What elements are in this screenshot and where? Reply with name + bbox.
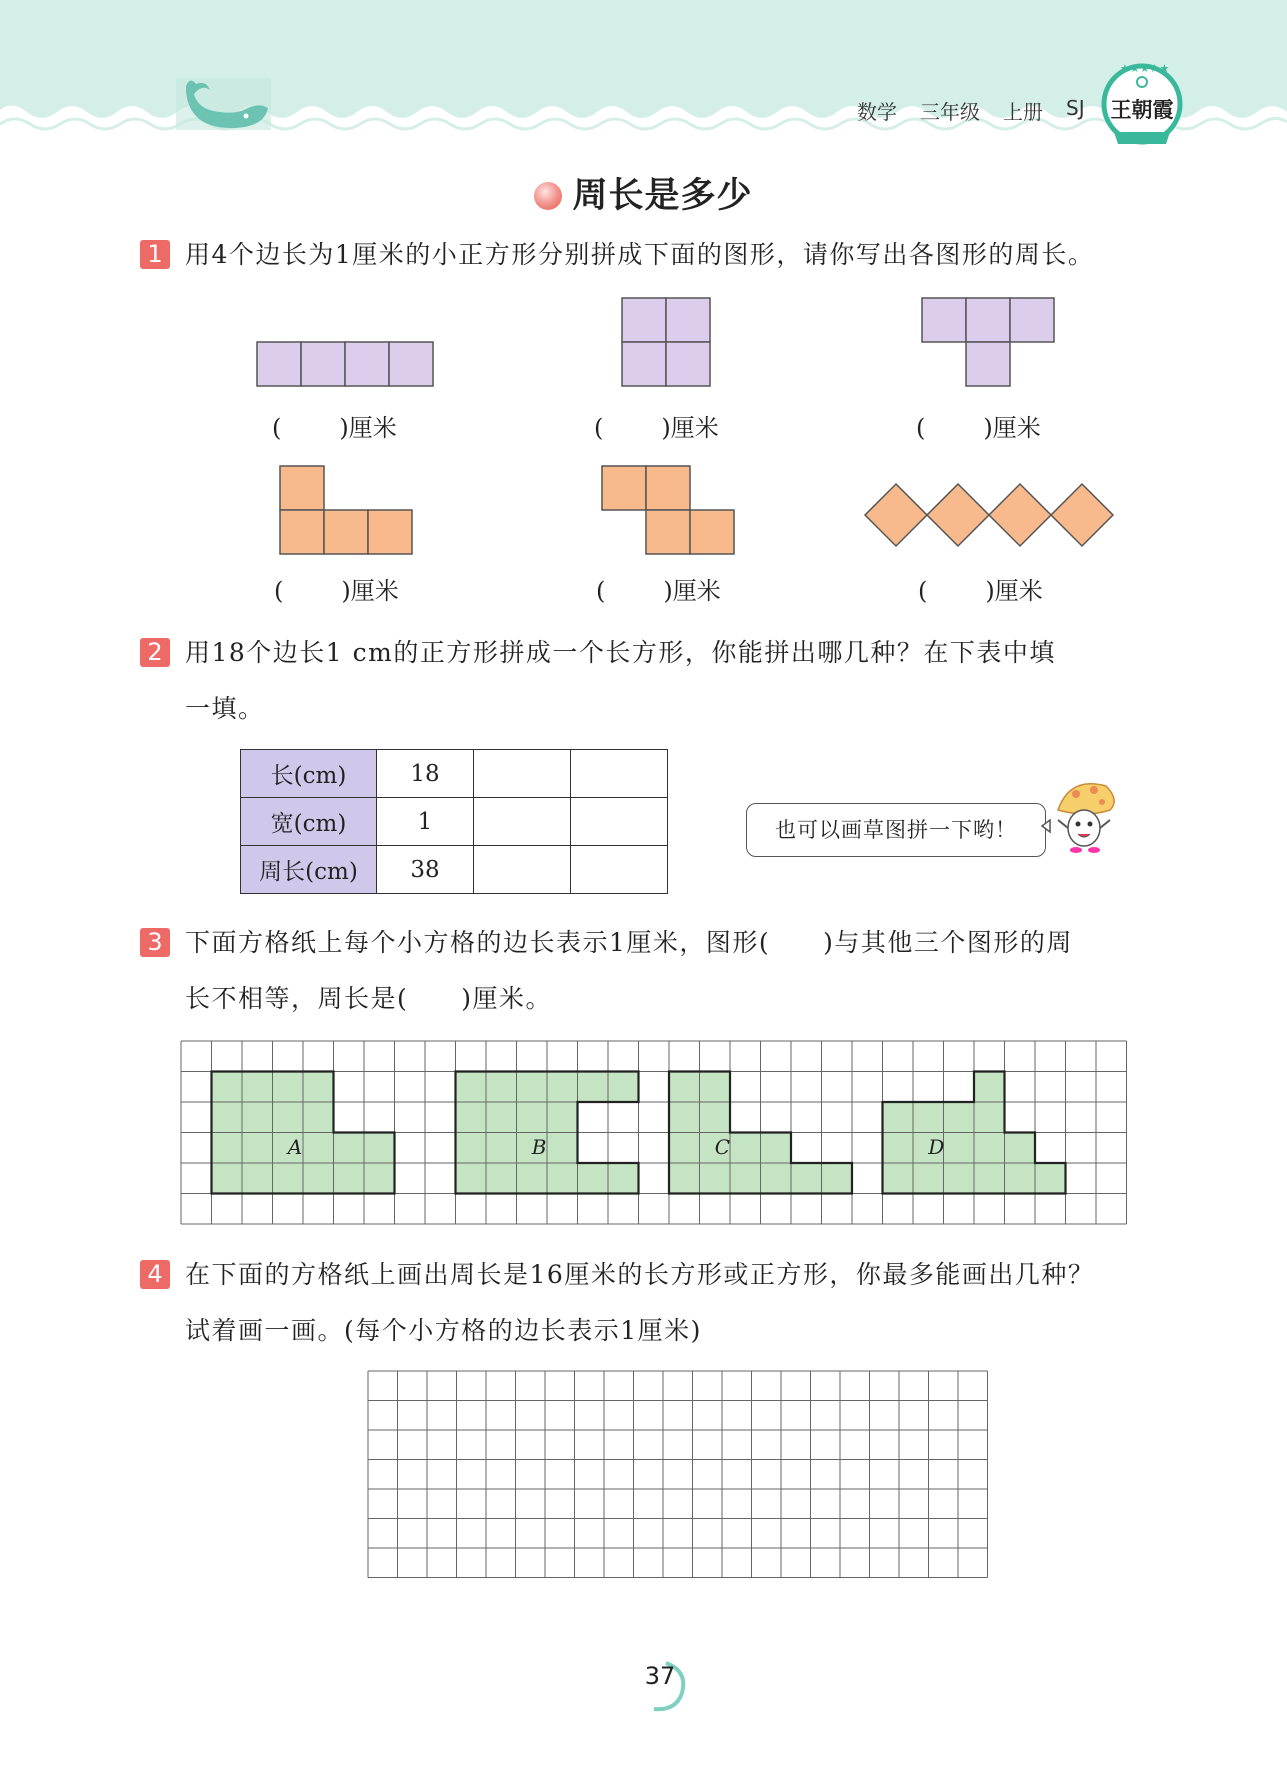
q1-figure-2 <box>622 298 710 386</box>
page-number: 37 <box>644 1662 676 1690</box>
svg-text:★★★★★: ★★★★★ <box>1120 62 1170 75</box>
table-header-length: 长(cm) <box>241 750 377 798</box>
subject-label: 数学 <box>857 100 897 124</box>
question-1-badge: 1 <box>140 240 170 269</box>
table-cell-empty[interactable] <box>571 798 668 846</box>
table-cell-empty[interactable] <box>474 846 571 894</box>
shape-label: C <box>714 1134 731 1159</box>
grade-label: 三年级 <box>920 100 980 124</box>
question-2-line-2: 一填。 <box>185 694 265 723</box>
table-cell: 1 <box>377 798 474 846</box>
grid-lines <box>368 1371 988 1578</box>
table-cell-empty[interactable] <box>571 750 668 798</box>
q1-figure-1 <box>257 342 433 386</box>
question-3-line-1: 下面方格纸上每个小方格的边长表示1厘米，图形( )与其他三个图形的周 <box>185 928 1073 957</box>
hint-bubble: 也可以画草图拼一下哟！ <box>746 803 1046 857</box>
grid-lines <box>181 1041 1127 1224</box>
table-header-perimeter: 周长(cm) <box>241 846 377 894</box>
q1-answer-2[interactable]: ( )厘米 <box>594 414 719 442</box>
table-row <box>241 846 668 894</box>
table-cell: 38 <box>377 846 474 894</box>
q1-figure-3 <box>922 298 1054 386</box>
question-4-line-1: 在下面的方格纸上画出周长是16厘米的长方形或正方形，你最多能画出几种？ <box>185 1260 1095 1289</box>
question-3-line-2: 长不相等，周长是( )厘米。 <box>185 984 553 1013</box>
table-header-width: 宽(cm) <box>241 798 377 846</box>
question-3-badge: 3 <box>140 928 170 957</box>
table-row <box>241 798 668 846</box>
q1-figure-6 <box>865 484 1113 546</box>
shape-label: A <box>287 1134 303 1159</box>
q3-grid-paper <box>180 1040 1127 1225</box>
q1-answer-5[interactable]: ( )厘米 <box>596 577 721 605</box>
question-4-badge: 4 <box>140 1260 170 1289</box>
q4-drawing-grid[interactable] <box>367 1370 990 1580</box>
shape-label: B <box>531 1134 547 1159</box>
edition-label: SJ <box>1066 96 1085 120</box>
q1-answer-3[interactable]: ( )厘米 <box>916 414 1041 442</box>
table-cell-empty[interactable] <box>571 846 668 894</box>
table-cell: 18 <box>377 750 474 798</box>
q1-answer-4[interactable]: ( )厘米 <box>274 577 399 605</box>
table-cell-empty[interactable] <box>474 798 571 846</box>
q1-figure-5 <box>602 466 734 554</box>
mushroom-mascot-icon <box>1040 776 1120 866</box>
q1-answer-1[interactable]: ( )厘米 <box>272 414 397 442</box>
page-title-text: 周长是多少 <box>572 176 753 216</box>
question-2-badge: 2 <box>140 638 170 667</box>
question-4-line-2: 试着画一画。(每个小方格的边长表示1厘米) <box>185 1316 702 1345</box>
q1-answer-6[interactable]: ( )厘米 <box>918 577 1043 605</box>
question-2-line-1: 用18个边长1 cm的正方形拼成一个长方形，你能拼出哪几种？在下表中填 <box>185 638 1056 667</box>
q2-table <box>240 749 668 894</box>
volume-label: 上册 <box>1003 100 1043 124</box>
question-1-text: 用4个边长为1厘米的小正方形分别拼成下面的图形，请你写出各图形的周长。 <box>185 240 1095 269</box>
q1-figure-4 <box>280 466 412 554</box>
shape-label: D <box>928 1134 945 1159</box>
table-row <box>241 750 668 798</box>
q1-figures <box>0 0 1287 620</box>
logo-text: 王朝霞 <box>1110 97 1174 122</box>
table-cell-empty[interactable] <box>474 750 571 798</box>
